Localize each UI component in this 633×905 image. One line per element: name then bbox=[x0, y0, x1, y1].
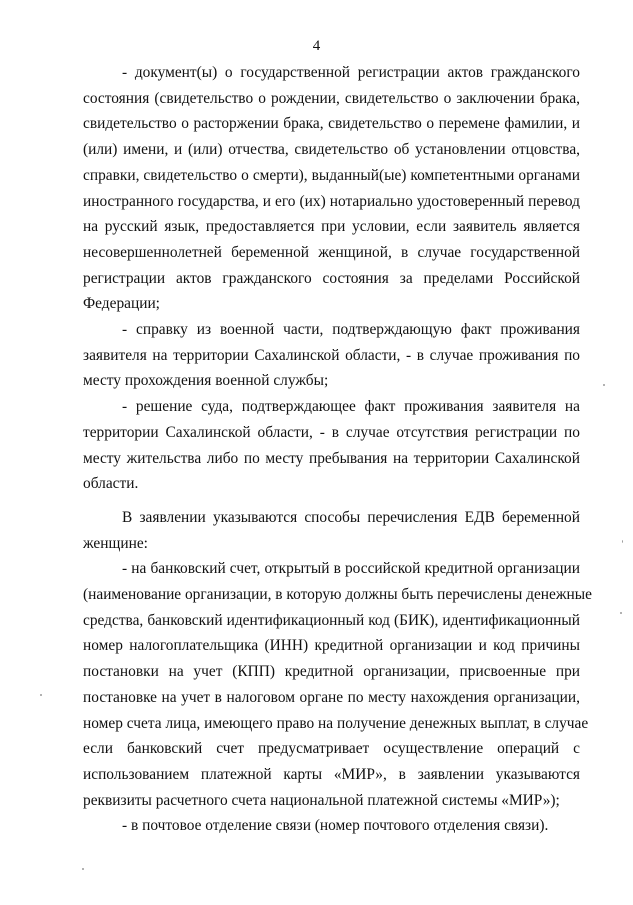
text-line: - в почтовое отделение связи (номер почтового отделения связи). bbox=[122, 817, 549, 835]
text-line: если банковский счет предусматривает осуществление операций с bbox=[83, 740, 580, 758]
text-line: области. bbox=[83, 475, 139, 493]
text-line: (наименование организации, в которую должны быть перечислены денежные bbox=[83, 586, 592, 604]
text-line: использованием платежной карты «МИР», в заявлении указываются bbox=[83, 765, 580, 783]
text-line: номер налогоплательщика (ИНН) кредитной организации и код причины bbox=[83, 637, 580, 655]
text-line: женщине: bbox=[83, 534, 148, 552]
paragraph-military-certificate bbox=[83, 317, 580, 394]
text-line: Федерации; bbox=[83, 295, 160, 313]
text-line: месту прохождения военной службы; bbox=[83, 372, 329, 390]
text-line: состояния (свидетельство о рождении, свидетельство о заключении брака, bbox=[83, 89, 580, 107]
text-line: справки, свидетельство о смерти), выданный(ые) компетентными органами bbox=[83, 166, 580, 184]
scan-speck bbox=[82, 868, 84, 870]
text-line: месту жительства либо по месту пребывания на территории Сахалинской bbox=[83, 449, 580, 467]
text-line: на русский язык, предоставляется при условии, если заявитель является bbox=[83, 218, 580, 236]
text-line: В заявлении указываются способы перечисления ЕДВ беременной bbox=[122, 508, 580, 526]
document-body bbox=[83, 60, 592, 839]
text-line: - справку из военной части, подтверждающую факт проживания bbox=[122, 321, 580, 339]
text-line: средства, банковский идентификационный код (БИК), идентификационный bbox=[83, 611, 580, 629]
paragraph-civil-status-documents bbox=[83, 60, 580, 317]
text-line: (или) имени, и (или) отчества, свидетельство об установлении отцовства, bbox=[83, 141, 580, 159]
text-line: свидетельство о расторжении брака, свидетельство о перемене фамилии, и bbox=[83, 115, 580, 133]
paragraph-court-decision bbox=[83, 394, 580, 497]
text-line: реквизиты расчетного счета национальной платежной системы «МИР»); bbox=[83, 791, 560, 809]
scan-speck bbox=[603, 384, 605, 386]
text-line: - решение суда, подтверждающее факт проживания заявителя на bbox=[122, 398, 580, 416]
paragraph-payment-methods-intro bbox=[83, 505, 580, 556]
paragraph-bank-account bbox=[83, 556, 592, 813]
paragraph-post-office bbox=[83, 813, 580, 839]
text-line: регистрации актов гражданского состояния за пределами Российской bbox=[83, 269, 580, 287]
text-line: заявителя на территории Сахалинской области, - в случае проживания по bbox=[83, 346, 580, 364]
text-line: - документ(ы) о государственной регистрации актов гражданского bbox=[122, 64, 580, 81]
scan-speck bbox=[40, 694, 42, 696]
text-line: несовершеннолетней беременной женщиной, в случае государственной bbox=[83, 243, 580, 261]
text-line: номер счета лица, имеющего право на получение денежных выплат, в случае bbox=[83, 714, 589, 732]
text-line: постановке на учет в налоговом органе по месту нахождения организации, bbox=[83, 688, 580, 706]
scan-speck bbox=[620, 612, 622, 614]
text-line: - на банковский счет, открытый в российской кредитной организации bbox=[122, 560, 580, 578]
text-line: постановки на учет (КПП) кредитной организации, присвоенные при bbox=[83, 663, 580, 681]
text-line: территории Сахалинской области, - в случае отсутствия регистрации по bbox=[83, 423, 580, 441]
page-number: 4 bbox=[312, 38, 321, 54]
scan-speck bbox=[622, 540, 623, 543]
text-line: иностранного государства, и его (их) нотариально удостоверенный перевод bbox=[83, 192, 580, 210]
